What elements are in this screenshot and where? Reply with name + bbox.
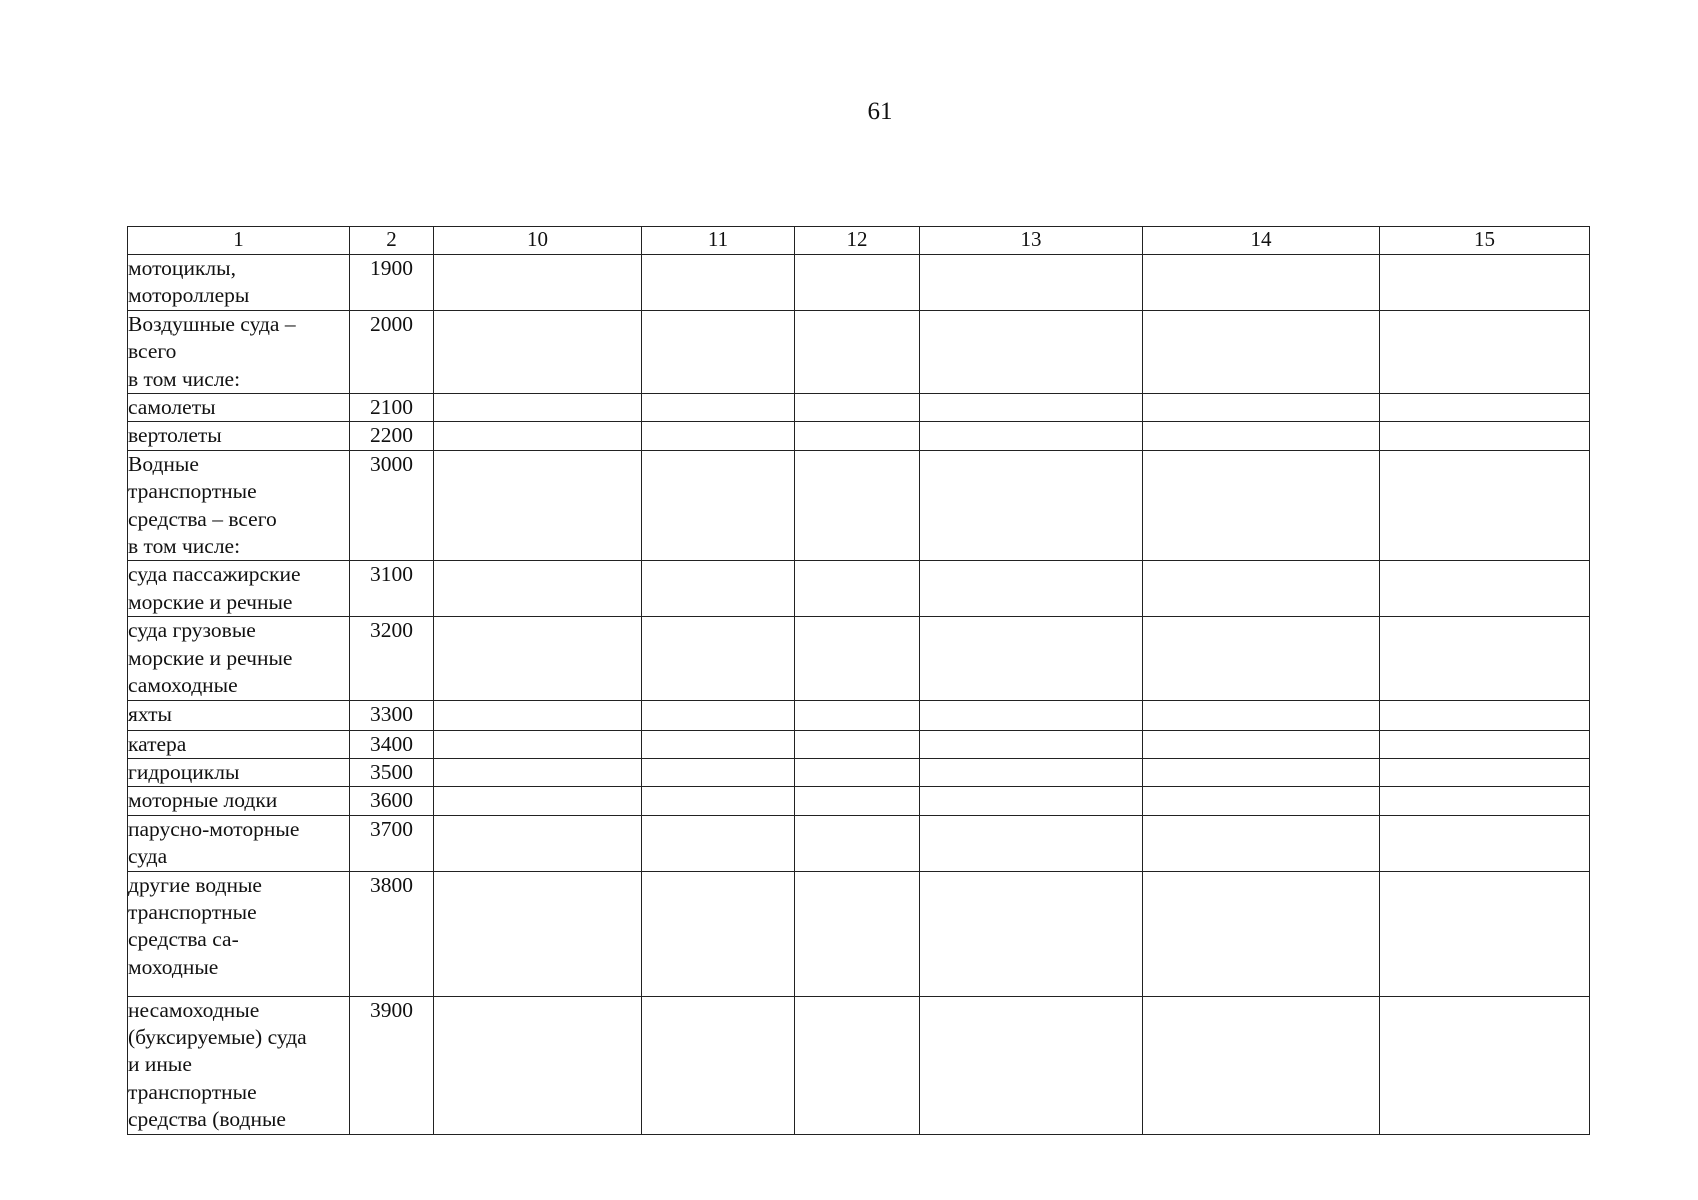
empty-cell (920, 310, 1143, 393)
row-name: парусно-моторные суда (128, 815, 350, 871)
row-code: 3800 (350, 871, 434, 996)
empty-cell (795, 617, 920, 700)
empty-cell (795, 871, 920, 996)
empty-cell (642, 700, 795, 730)
empty-cell (1380, 787, 1590, 815)
empty-cell (1143, 422, 1380, 450)
empty-cell (795, 394, 920, 422)
row-name: Водные транспортные средства – всего в том числе: (128, 450, 350, 561)
table-row (128, 700, 1590, 730)
empty-cell (1380, 617, 1590, 700)
empty-cell (642, 787, 795, 815)
empty-cell (434, 758, 642, 786)
column-header: 1 (128, 227, 350, 255)
row-code: 3900 (350, 996, 434, 1134)
empty-cell (920, 561, 1143, 617)
empty-cell (1143, 871, 1380, 996)
empty-cell (795, 815, 920, 871)
empty-cell (642, 394, 795, 422)
empty-cell (795, 730, 920, 758)
empty-cell (1143, 617, 1380, 700)
empty-cell (920, 255, 1143, 311)
empty-cell (920, 871, 1143, 996)
table-row (128, 255, 1590, 311)
empty-cell (795, 700, 920, 730)
empty-cell (642, 758, 795, 786)
empty-cell (434, 561, 642, 617)
row-name: самолеты (128, 394, 350, 422)
empty-cell (642, 730, 795, 758)
row-code: 3500 (350, 758, 434, 786)
row-name: мотоциклы, мотороллеры (128, 255, 350, 311)
empty-cell (434, 815, 642, 871)
empty-cell (1143, 787, 1380, 815)
row-code: 3100 (350, 561, 434, 617)
table-body (128, 255, 1590, 1135)
row-code: 3200 (350, 617, 434, 700)
empty-cell (1380, 758, 1590, 786)
empty-cell (434, 422, 642, 450)
empty-cell (1143, 700, 1380, 730)
empty-cell (920, 815, 1143, 871)
empty-cell (434, 394, 642, 422)
empty-cell (920, 450, 1143, 561)
empty-cell (920, 422, 1143, 450)
empty-cell (795, 996, 920, 1134)
empty-cell (1380, 394, 1590, 422)
empty-cell (434, 255, 642, 311)
empty-cell (920, 700, 1143, 730)
page-number: 61 (867, 98, 893, 125)
empty-cell (1380, 310, 1590, 393)
table-row (128, 787, 1590, 815)
table-row (128, 617, 1590, 700)
table-row (128, 996, 1590, 1134)
empty-cell (434, 617, 642, 700)
column-header: 11 (642, 227, 795, 255)
empty-cell (642, 996, 795, 1134)
empty-cell (920, 394, 1143, 422)
empty-cell (642, 561, 795, 617)
table-row (128, 450, 1590, 561)
column-header: 13 (920, 227, 1143, 255)
row-name: вертолеты (128, 422, 350, 450)
table-row (128, 422, 1590, 450)
empty-cell (920, 996, 1143, 1134)
empty-cell (795, 255, 920, 311)
empty-cell (642, 815, 795, 871)
row-name: моторные лодки (128, 787, 350, 815)
empty-cell (920, 730, 1143, 758)
row-name: яхты (128, 700, 350, 730)
row-code: 2200 (350, 422, 434, 450)
empty-cell (642, 422, 795, 450)
empty-cell (795, 561, 920, 617)
data-table (127, 226, 1590, 1135)
table-row (128, 758, 1590, 786)
empty-cell (434, 310, 642, 393)
empty-cell (920, 617, 1143, 700)
table-row (128, 815, 1590, 871)
row-name: другие водные транспортные средства са- моходные (128, 871, 350, 996)
table-row (128, 730, 1590, 758)
header-row (128, 227, 1590, 255)
row-name: Воздушные суда – всего в том числе: (128, 310, 350, 393)
row-code: 2000 (350, 310, 434, 393)
empty-cell (1380, 730, 1590, 758)
row-name: гидроциклы (128, 758, 350, 786)
empty-cell (642, 617, 795, 700)
empty-cell (795, 422, 920, 450)
empty-cell (1143, 310, 1380, 393)
empty-cell (795, 450, 920, 561)
empty-cell (434, 871, 642, 996)
row-name: несамоходные (буксируемые) суда и иные транспортные средства (водные (128, 996, 350, 1134)
row-code: 3700 (350, 815, 434, 871)
empty-cell (1143, 815, 1380, 871)
empty-cell (434, 700, 642, 730)
empty-cell (1143, 450, 1380, 561)
column-header: 14 (1143, 227, 1380, 255)
empty-cell (1143, 255, 1380, 311)
row-code: 1900 (350, 255, 434, 311)
table-row (128, 310, 1590, 393)
empty-cell (1380, 561, 1590, 617)
empty-cell (1143, 561, 1380, 617)
empty-cell (1143, 730, 1380, 758)
row-name: суда пассажирские морские и речные (128, 561, 350, 617)
empty-cell (1143, 996, 1380, 1134)
empty-cell (920, 758, 1143, 786)
empty-cell (1380, 450, 1590, 561)
empty-cell (795, 310, 920, 393)
empty-cell (642, 450, 795, 561)
empty-cell (1380, 422, 1590, 450)
empty-cell (795, 758, 920, 786)
row-name: катера (128, 730, 350, 758)
empty-cell (434, 787, 642, 815)
empty-cell (434, 450, 642, 561)
row-code: 3400 (350, 730, 434, 758)
table-row (128, 394, 1590, 422)
empty-cell (1380, 815, 1590, 871)
row-code: 3300 (350, 700, 434, 730)
empty-cell (1380, 255, 1590, 311)
empty-cell (642, 871, 795, 996)
empty-cell (1380, 871, 1590, 996)
column-header: 15 (1380, 227, 1590, 255)
empty-cell (795, 787, 920, 815)
column-header: 2 (350, 227, 434, 255)
table-row (128, 561, 1590, 617)
row-name: суда грузовые морские и речные самоходные (128, 617, 350, 700)
empty-cell (642, 255, 795, 311)
empty-cell (1143, 394, 1380, 422)
table-row (128, 871, 1590, 996)
empty-cell (434, 996, 642, 1134)
empty-cell (642, 310, 795, 393)
column-header: 10 (434, 227, 642, 255)
empty-cell (1380, 700, 1590, 730)
empty-cell (1380, 996, 1590, 1134)
row-code: 3000 (350, 450, 434, 561)
empty-cell (920, 787, 1143, 815)
empty-cell (434, 730, 642, 758)
column-header: 12 (795, 227, 920, 255)
row-code: 3600 (350, 787, 434, 815)
empty-cell (1143, 758, 1380, 786)
row-code: 2100 (350, 394, 434, 422)
